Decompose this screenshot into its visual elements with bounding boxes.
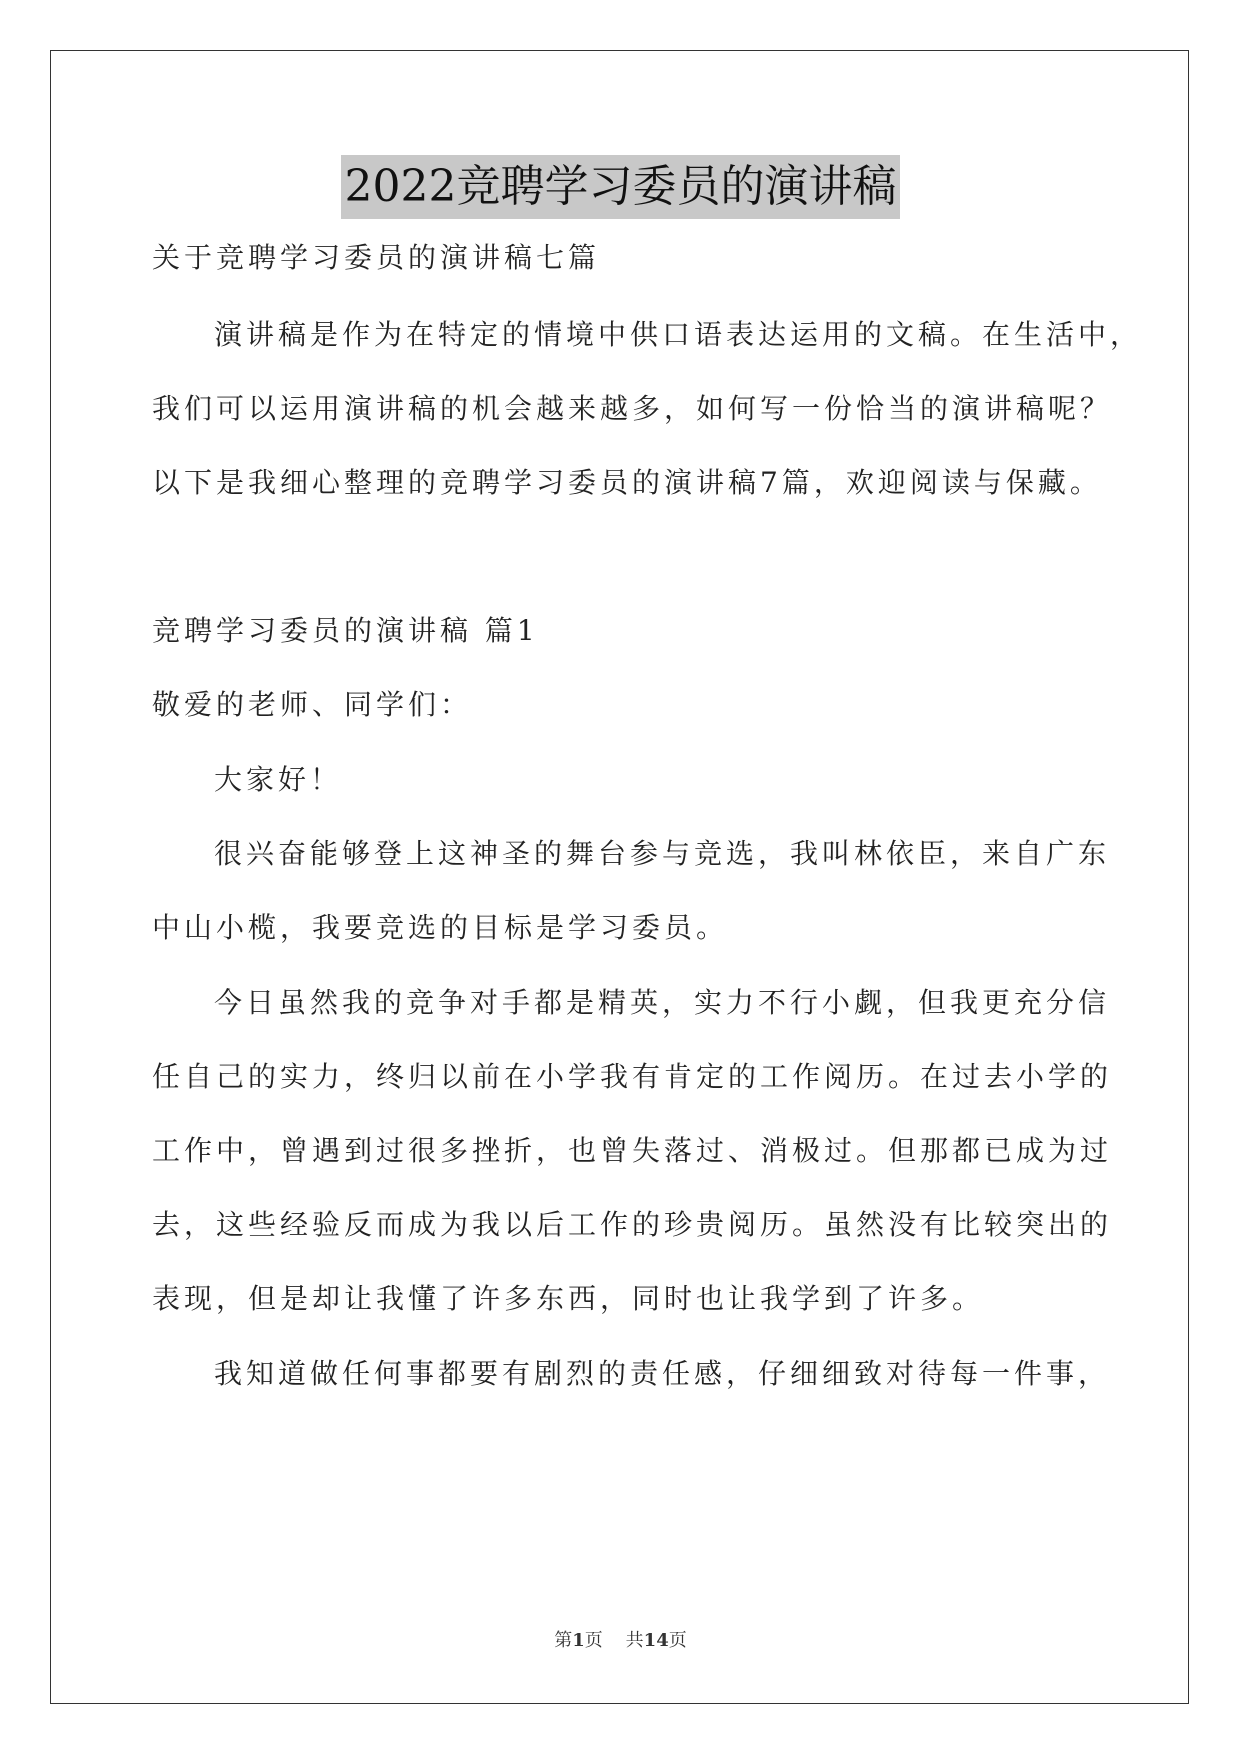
body-line-5: 工作中，曾遇到过很多挫折，也曾失落过、消极过。但那都已成为过	[152, 1134, 1113, 1167]
body-line-6: 去，这些经验反而成为我以后工作的珍贵阅历。虽然没有比较突出的	[152, 1208, 1113, 1241]
total-page-count: 14	[643, 1630, 669, 1651]
body-line-1: 很兴奋能够登上这神圣的舞台参与竞选，我叫林依臣，来自广东	[214, 837, 1111, 870]
body-line-8: 我知道做任何事都要有剧烈的责任感，仔细细致对待每一件事，	[214, 1357, 1111, 1390]
page-suffix: 页	[584, 1630, 603, 1651]
document-title: 2022竞聘学习委员的演讲稿	[341, 155, 901, 219]
intro-line-1: 演讲稿是作为在特定的情境中供口语表达运用的文稿。在生活中，	[214, 318, 1143, 351]
total-prefix: 共	[625, 1630, 644, 1651]
body-line-7: 表现，但是却让我懂了许多东西，同时也让我学到了许多。	[152, 1282, 985, 1315]
body-line-3: 今日虽然我的竞争对手都是精英，实力不行小觑，但我更充分信	[214, 986, 1111, 1019]
page-prefix: 第	[554, 1630, 573, 1651]
section-heading: 竞聘学习委员的演讲稿 篇1	[152, 614, 539, 647]
greeting: 大家好！	[214, 763, 343, 796]
intro-line-2: 我们可以运用演讲稿的机会越来越多，如何写一份恰当的演讲稿呢？	[152, 392, 1113, 425]
body-line-4: 任自己的实力，终归以前在小学我有肯定的工作阅历。在过去小学的	[152, 1060, 1113, 1093]
body-line-2: 中山小榄，我要竞选的目标是学习委员。	[152, 911, 729, 944]
page-footer	[0, 1626, 1241, 1652]
page-border	[50, 50, 1189, 1704]
current-page-number: 1	[572, 1630, 585, 1651]
total-suffix: 页	[668, 1630, 687, 1651]
salutation: 敬爱的老师、同学们：	[152, 688, 473, 721]
document-subtitle: 关于竞聘学习委员的演讲稿七篇	[152, 241, 601, 274]
intro-line-3: 以下是我细心整理的竞聘学习委员的演讲稿7篇，欢迎阅读与保藏。	[152, 466, 1102, 499]
title-container	[0, 155, 1241, 219]
